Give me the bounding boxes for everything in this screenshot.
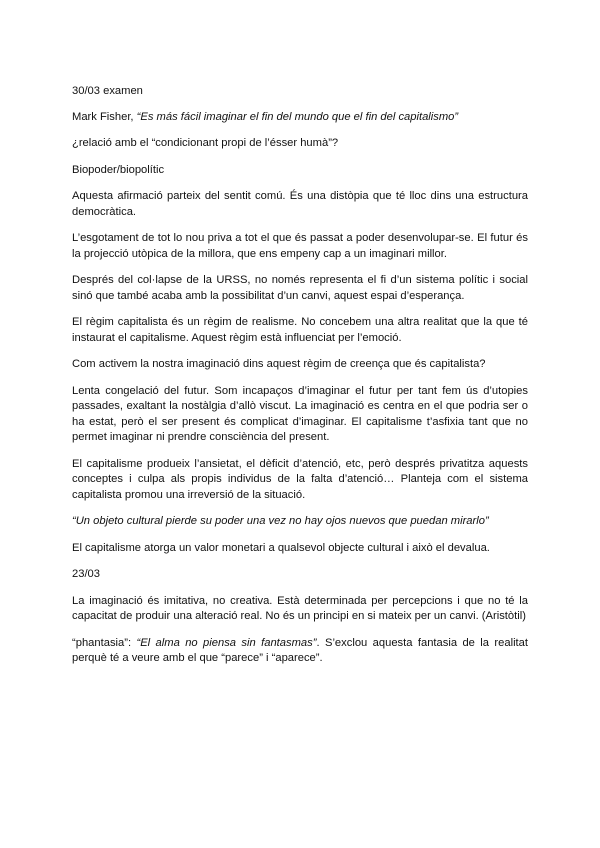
phantasia-term: “phantasia”: xyxy=(72,636,137,649)
fisher-quote: “Es más fácil imaginar el fin del mundo que el fin del capitalismo” xyxy=(136,110,459,123)
paragraph-6: El capitalisme produeix l’ansietat, el dèficit d’atenció, etc, però després privatitza aquests conceptes i culpa als propis individus de la falta d’atenció… Planteja com el sistema capitalista promou una irreversió de la situació. xyxy=(72,457,528,501)
phantasia-paragraph xyxy=(72,636,528,667)
phantasia-rest: . S’exclou aquesta fantasia de la realitat perquè té a veure amb el que “parece” i “aparece”. xyxy=(72,636,528,664)
quote-2 xyxy=(72,514,528,530)
date-header: 30/03 examen xyxy=(72,85,143,97)
paragraph-5: Lenta congelació del futur. Som incapaços d’imaginar el futur per tant fem ús d’utopies passades, exaltant la nostàlgia d’allò viscut. La imaginació es centra en el que podria ser o ha estat, però el ser present és complicat d’imaginar. El capitalisme t’asfixia tant que no permet imaginar ni prendre consciència del present. xyxy=(72,384,528,443)
paragraph-4: El règim capitalista és un règim de realisme. No concebem una altra realitat que la que té instaurat el capitalisme. Aquest règim està influenciat per l’emoció. xyxy=(72,316,528,344)
mark-fisher-line xyxy=(72,110,528,126)
paragraph-3: Després del col·lapse de la URSS, no només representa el fi d’un sistema polític i social sinó que també acaba amb la possibilitat d’un canvi, aquest espai d’esperança. xyxy=(72,274,528,302)
biopoder-line: Biopoder/biopolític xyxy=(72,163,165,176)
paragraph-2: L’esgotament de tot lo nou priva a tot el que és passat a poder desenvolupar-se. El futur és la projecció utòpica de la millora, que ens empeny cap a un imaginari millor. xyxy=(72,232,528,260)
quote-2-text: “Un objeto cultural pierde su poder una vez no hay ojos nuevos que puedan mirarlo” xyxy=(72,515,489,527)
paragraph-7: El capitalisme atorga un valor monetari a qualsevol objecte cultural i això el devalua. xyxy=(72,541,490,554)
paragraph-8: La imaginació és imitativa, no creativa. Està determinada per percepcions i que no té la capacitat de produir una alteració real. No és un principi en si mateix per un canvi. (Aristòtil) xyxy=(72,594,528,622)
phantasia-quote: “El alma no piensa sin fantasmas” xyxy=(136,636,317,649)
paragraph-1: Aquesta afirmació parteix del sentit comú. És una distòpia que té lloc dins una estructura democràtica. xyxy=(72,190,528,218)
question-2: Com activem la nostra imaginació dins aquest règim de creença que és capitalista? xyxy=(72,358,486,370)
date-2: 23/03 xyxy=(72,568,100,580)
question-1: ¿relació amb el “condicionant propi de l’ésser humà”? xyxy=(72,137,339,149)
author-name: Mark Fisher, xyxy=(72,110,134,123)
